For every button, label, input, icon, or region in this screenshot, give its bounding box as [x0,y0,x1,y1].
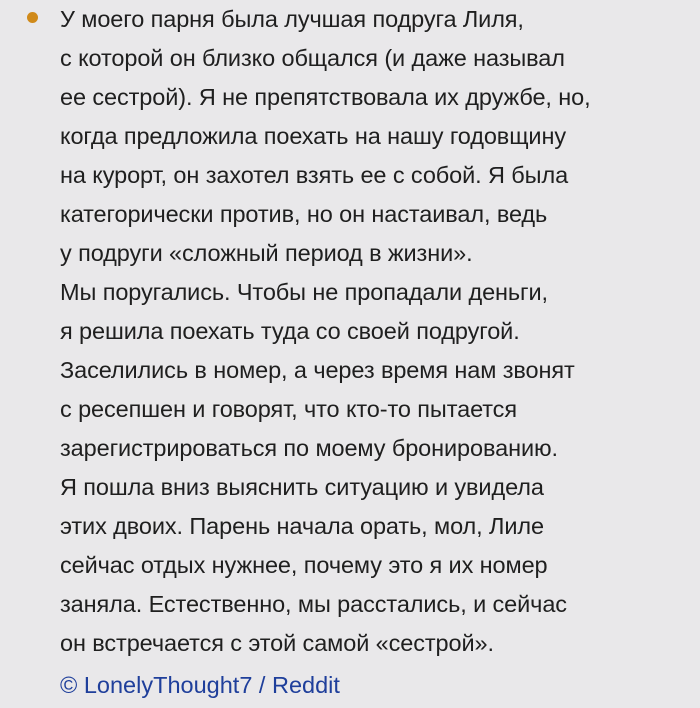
story-line: у подруги «сложный период в жизни». [60,240,473,266]
story-line: Мы поругались. Чтобы не пропадали деньги, [60,279,548,305]
story-line: заняла. Естественно, мы расстались, и сейчас [60,591,567,617]
story-line: когда предложила поехать на нашу годовщину [60,123,566,149]
story-line: У моего парня была лучшая подруга Лиля, [60,6,524,32]
story-line: я решила поехать туда со своей подругой. [60,318,520,344]
source-credit: © LonelyThought7 / Reddit [60,672,340,698]
story-line: Я пошла вниз выяснить ситуацию и увидела [60,474,544,500]
story-line: Заселились в номер, а через время нам звонят [60,357,575,383]
story-line: на курорт, он захотел взять ее с собой. Я была [60,162,569,188]
story-line: зарегистрироваться по моему бронированию. [60,435,558,461]
story-line: ее сестрой). Я не препятствовала их дружбе, но, [60,84,591,110]
story-line: категорически против, но он настаивал, ведь [60,201,548,227]
story-line: сейчас отдых нужнее, почему это я их номер [60,552,548,578]
story-line: он встречается с этой самой «сестрой». [60,630,494,656]
story-line: этих двоих. Парень начала орать, мол, Лиле [60,513,544,539]
story-text [60,0,690,663]
story-line: с ресепшен и говорят, что кто-то пытается [60,396,517,422]
bullet-point-icon [27,12,38,23]
story-line: с которой он близко общался (и даже называл [60,45,565,71]
